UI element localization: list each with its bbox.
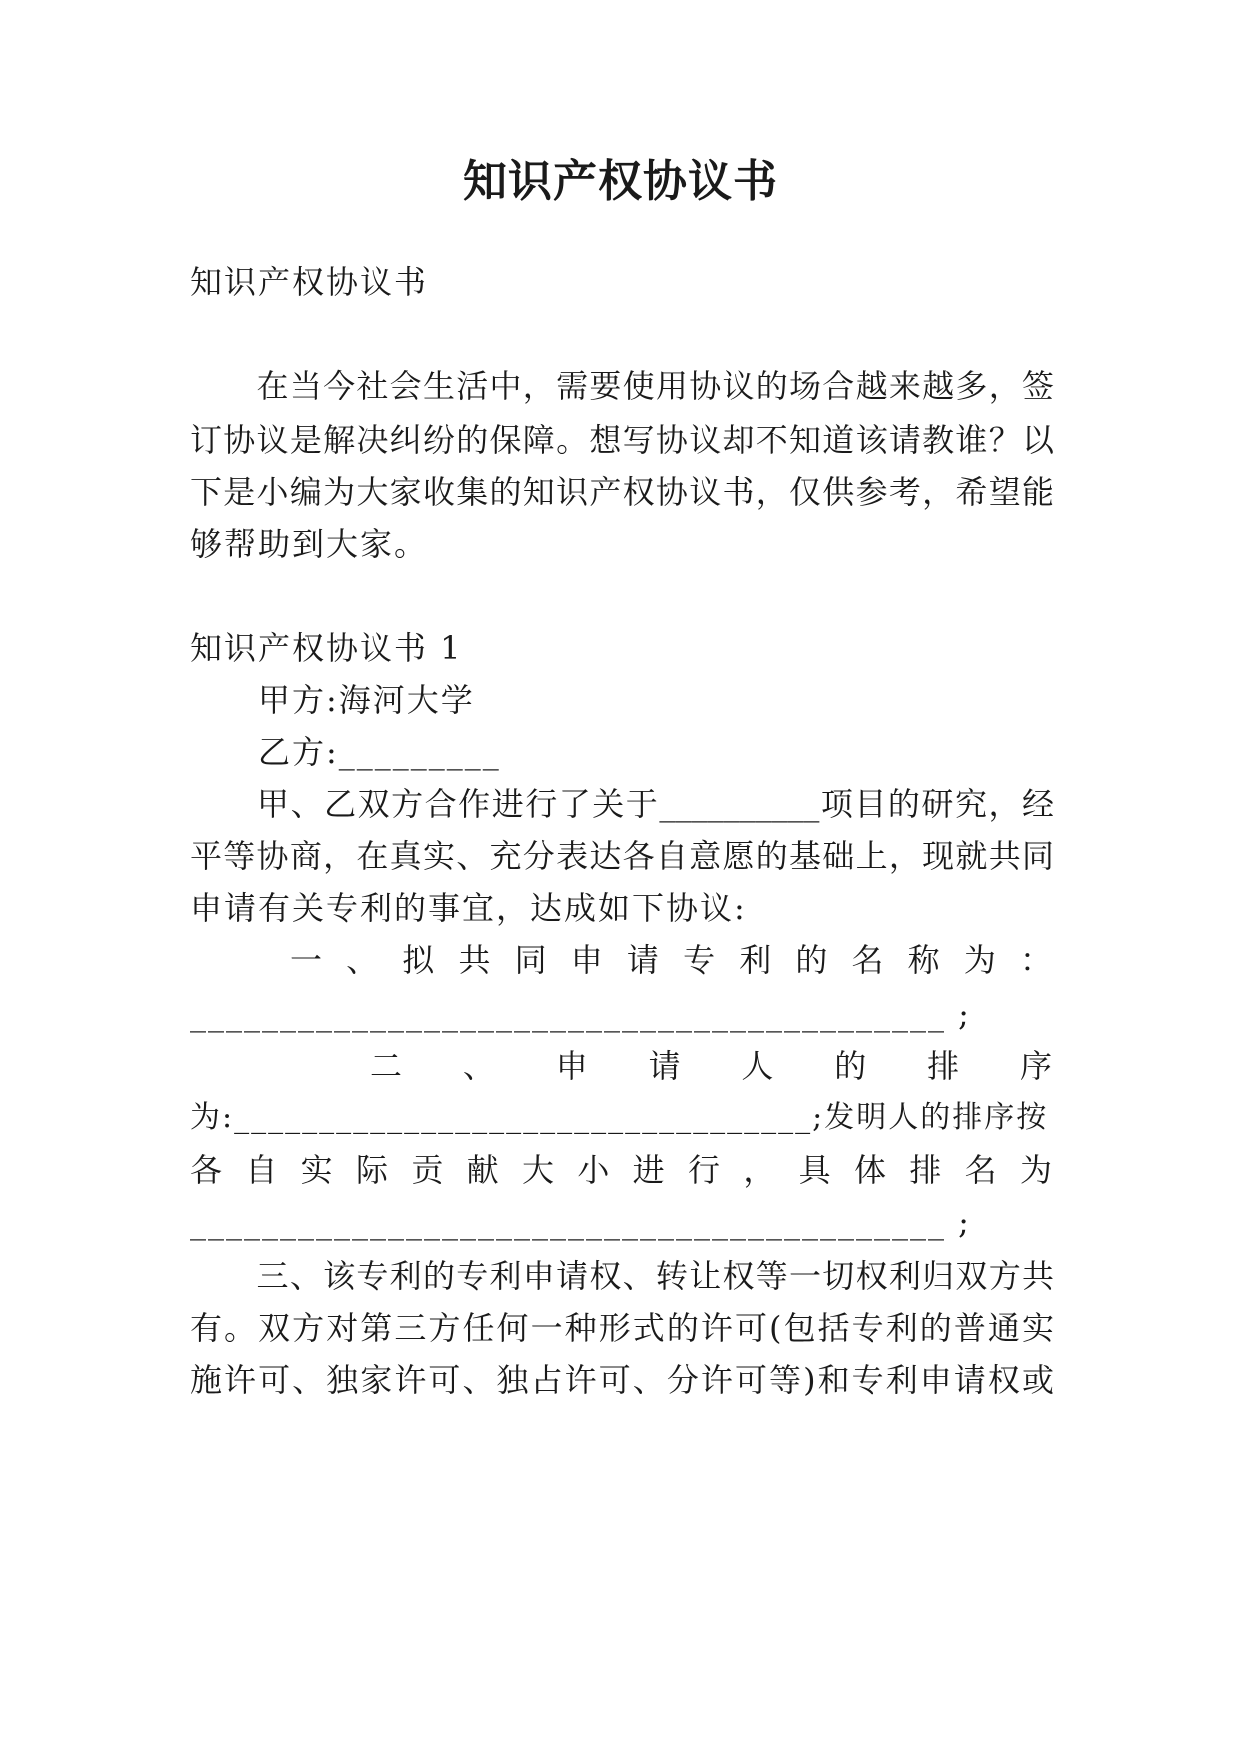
clause-line: 为:__________________________________;发明人的排序按 (190, 1100, 1049, 1135)
document-title: 知识产权协议书 (463, 156, 778, 207)
document-heading: 知识产权协议书 (190, 263, 429, 301)
paragraph-line: 够帮助到大家。 (190, 525, 429, 563)
party-a-line: 甲方:海河大学 (190, 681, 475, 719)
paragraph-line: 在当今社会生活中，需要使用协议的场合越来越多，签 (190, 367, 1054, 405)
paragraph-line: 三、该专利的专利申请权、转让权等一切权利归双方共 (190, 1257, 1054, 1295)
paragraph-line: 订协议是解决纠纷的保障。想写协议却不知道该请教谁？以 (190, 421, 1054, 459)
blank-line: __________________________________________ ; (190, 1203, 971, 1241)
clause-line: 一 、 拟 共 同 申 请 专 利 的 名 称 为 ： (290, 941, 1054, 979)
paragraph-line: 平等协商，在真实、充分表达各自意愿的基础上，现就共同 (190, 837, 1054, 875)
party-b-line: 乙方:_________ (190, 733, 501, 771)
section-heading: 知识产权协议书 1 (190, 629, 463, 667)
clause-line: 各 自 实 际 贡 献 大 小 进 行 ， 具 体 排 名 为 (190, 1151, 1054, 1189)
paragraph-line: 施许可、独家许可、独占许可、分许可等)和专利申请权或 (190, 1361, 1054, 1399)
paragraph-line: 有。双方对第三方任何一种形式的许可(包括专利的普通实 (190, 1309, 1054, 1347)
paragraph-line: 申请有关专利的事宜，达成如下协议: (190, 889, 747, 927)
blank-line: __________________________________________ ; (190, 995, 971, 1033)
paragraph-line: 下是小编为大家收集的知识产权协议书，仅供参考，希望能 (190, 473, 1054, 511)
paragraph-line: 甲、乙双方合作进行了关于__________项目的研究，经 (190, 785, 1054, 823)
clause-line: 二 、 申 请 人 的 排 序 (370, 1047, 1054, 1085)
